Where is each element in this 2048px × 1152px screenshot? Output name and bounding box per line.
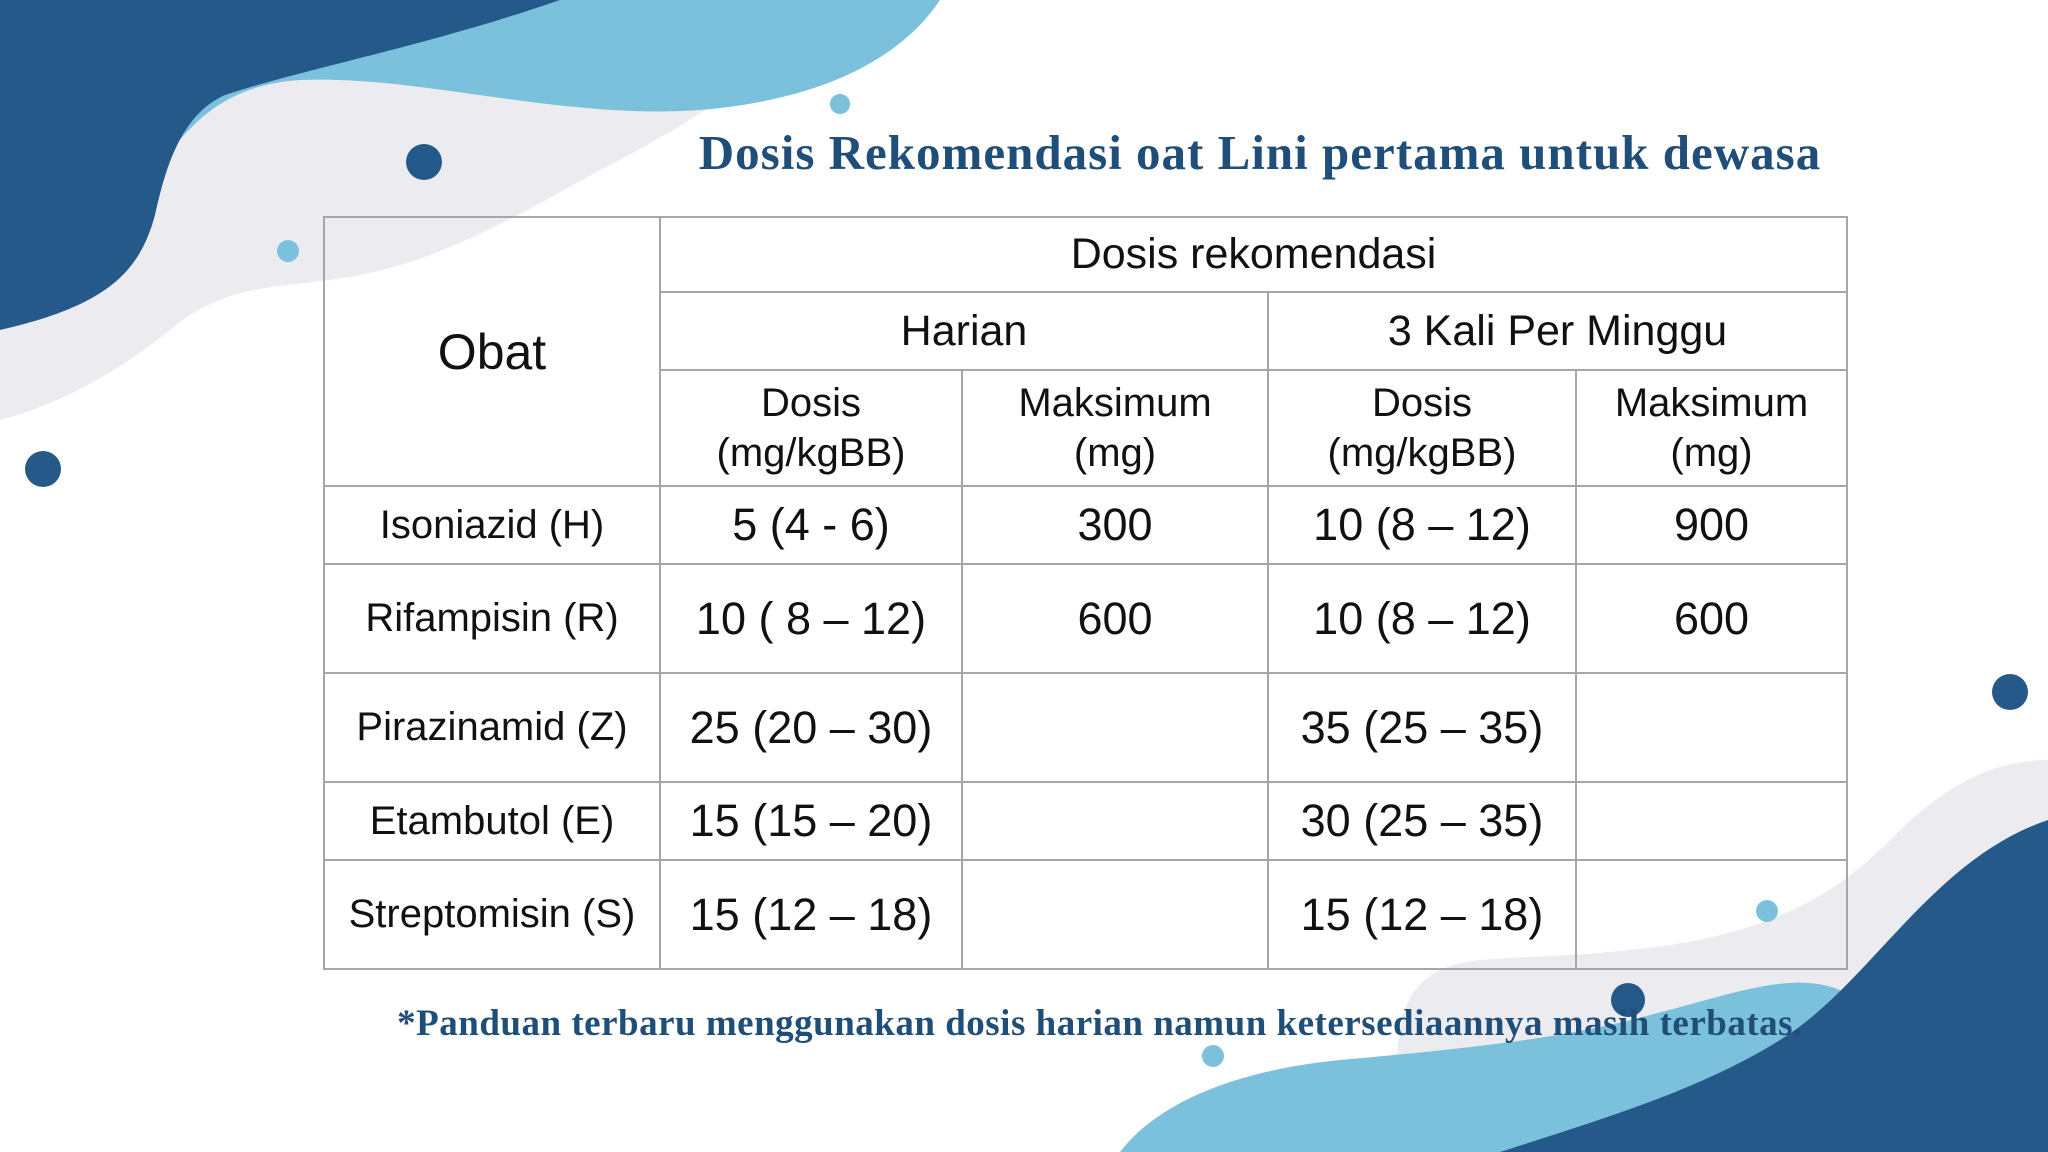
header-weekly-max [1576, 370, 1847, 486]
drug-name: Streptomisin (S) [324, 860, 660, 969]
header-dosis-rekomendasi: Dosis rekomendasi [660, 217, 1847, 292]
header-daily-dose [660, 370, 962, 486]
decor-dot [406, 144, 442, 180]
weekly-max-value: 600 [1576, 564, 1847, 673]
header-max-line2: (mg) [1073, 431, 1157, 475]
footnote: *Panduan terbaru menggunakan dosis harian namun ketersediaannya masih terbatas. [397, 1003, 1803, 1044]
header-row-group [324, 217, 1847, 292]
drug-name: Rifampisin (R) [324, 564, 660, 673]
daily-dose-value: 15 (12 – 18) [660, 860, 962, 969]
decor-dot [1202, 1045, 1224, 1067]
daily-max-value: 600 [962, 564, 1268, 673]
weekly-max-value: 900 [1576, 486, 1847, 564]
drug-name: Isoniazid (H) [324, 486, 660, 564]
header-weekly-dose [1268, 370, 1576, 486]
daily-max-value [962, 673, 1268, 782]
header-obat: Obat [324, 217, 660, 486]
table-row [324, 782, 1847, 860]
table-row [324, 673, 1847, 782]
table-row [324, 860, 1847, 969]
daily-dose-value: 5 (4 - 6) [660, 486, 962, 564]
decor-dot [277, 240, 299, 262]
slide-title: Dosis Rekomendasi oat Lini pertama untuk dewasa [698, 125, 1822, 180]
header-dose-line2: (mg/kgBB) [1327, 431, 1517, 475]
header-harian: Harian [660, 292, 1268, 370]
daily-dose-value: 15 (15 – 20) [660, 782, 962, 860]
weekly-max-value [1576, 860, 1847, 969]
weekly-dose-value: 15 (12 – 18) [1268, 860, 1576, 969]
header-dose-line2: (mg/kgBB) [716, 431, 906, 475]
header-daily-max [962, 370, 1268, 486]
daily-max-value: 300 [962, 486, 1268, 564]
daily-max-value [962, 860, 1268, 969]
decor-dot [25, 451, 61, 487]
header-max-line2: (mg) [1670, 431, 1753, 475]
dose-table [323, 216, 1848, 970]
decor-dot [1992, 674, 2028, 710]
daily-dose-value: 10 ( 8 – 12) [660, 564, 962, 673]
weekly-max-value [1576, 673, 1847, 782]
header-max-line1: Maksimum [1614, 381, 1809, 425]
table-row [324, 486, 1847, 564]
header-dose-line1: Dosis [760, 381, 862, 425]
daily-dose-value: 25 (20 – 30) [660, 673, 962, 782]
header-dose-line1: Dosis [1371, 381, 1473, 425]
weekly-max-value [1576, 782, 1847, 860]
weekly-dose-value: 30 (25 – 35) [1268, 782, 1576, 860]
header-max-line1: Maksimum [1018, 381, 1212, 425]
decor-dot [830, 94, 850, 114]
weekly-dose-value: 35 (25 – 35) [1268, 673, 1576, 782]
weekly-dose-value: 10 (8 – 12) [1268, 486, 1576, 564]
drug-name: Etambutol (E) [324, 782, 660, 860]
daily-max-value [962, 782, 1268, 860]
header-3-kali-per-minggu: 3 Kali Per Minggu [1268, 292, 1847, 370]
drug-name: Pirazinamid (Z) [324, 673, 660, 782]
weekly-dose-value: 10 (8 – 12) [1268, 564, 1576, 673]
table-row [324, 564, 1847, 673]
